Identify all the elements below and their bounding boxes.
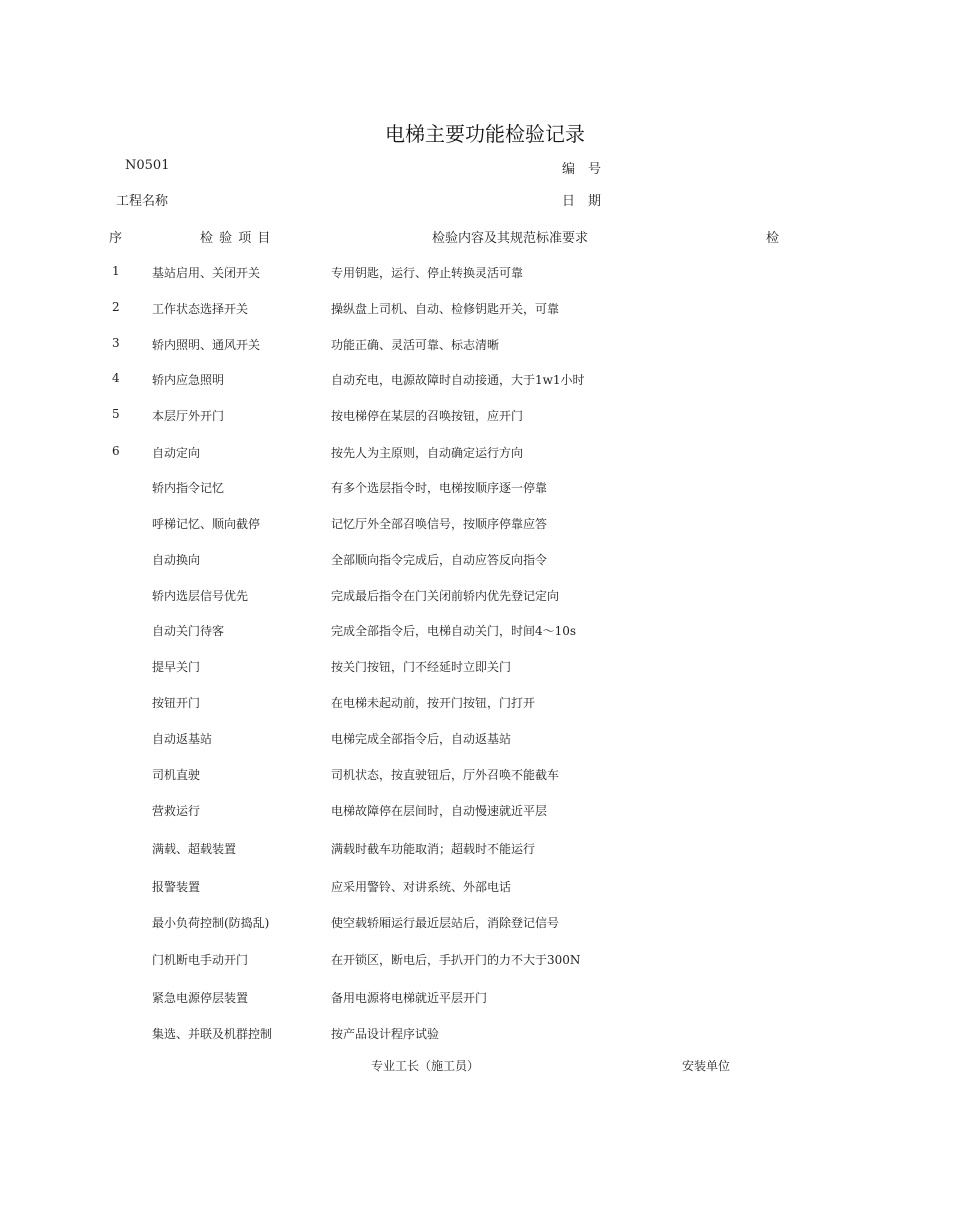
table-row	[0, 694, 950, 714]
inspection-item: 轿内照明、通风开关	[152, 338, 261, 352]
inspection-item: 营救运行	[152, 804, 201, 818]
table-row	[0, 444, 950, 464]
inspection-item: 工作状态选择开关	[152, 302, 249, 316]
header-requirement: 检验内容及其规范标准要求	[432, 231, 589, 246]
inspection-item: 满载、超载装置	[152, 842, 237, 856]
requirement-text: 按先人为主原则，自动确定运行方向	[331, 446, 524, 460]
table-row	[0, 300, 950, 320]
table-row	[0, 264, 950, 284]
table-row	[0, 989, 950, 1009]
table-row	[0, 658, 950, 678]
requirement-text: 全部顺向指令完成后，自动应答反向指令	[331, 553, 548, 567]
inspection-item: 紧急电源停层装置	[152, 991, 249, 1005]
table-row	[0, 407, 950, 427]
table-row	[0, 622, 950, 642]
table-row	[0, 371, 950, 391]
inspection-item: 按钮开门	[152, 696, 201, 710]
date-label: 日 期	[562, 194, 602, 209]
inspection-item: 最小负荷控制(防捣乱)	[152, 916, 270, 930]
inspection-item: 轿内指令记忆	[152, 481, 225, 495]
requirement-text: 使空载轿厢运行最近层站后，消除登记信号	[331, 916, 560, 930]
inspection-item: 司机直驶	[152, 768, 201, 782]
table-row	[0, 802, 950, 822]
inspection-item: 自动关门待客	[152, 624, 225, 638]
row-number: 1	[112, 264, 120, 278]
inspection-item: 自动返基站	[152, 732, 213, 746]
requirement-text: 有多个选层指令时，电梯按顺序逐一停靠	[331, 481, 548, 495]
requirement-text: 专用钥匙，运行、停止转换灵活可靠	[331, 266, 524, 280]
header-result-cut: 检	[766, 231, 780, 246]
row-number: 4	[112, 371, 120, 385]
inspection-item: 轿内应急照明	[152, 373, 225, 387]
requirement-text: 在开锁区，断电后，手扒开门的力不大于300N	[331, 953, 581, 967]
requirement-text: 完成全部指令后，电梯自动关门，时间4～10s	[331, 624, 577, 638]
requirement-text: 应采用警铃、对讲系统、外部电话	[331, 880, 512, 894]
requirement-text: 功能正确、灵活可靠、标志清晰	[331, 338, 500, 352]
requirement-text: 操纵盘上司机、自动、检修钥匙开关，可靠	[331, 302, 560, 316]
row-number: 2	[112, 300, 120, 314]
table-row	[0, 1025, 950, 1045]
installer-label: 安装单位	[682, 1059, 731, 1073]
inspection-item: 自动换向	[152, 553, 201, 567]
table-row	[0, 515, 950, 535]
requirement-text: 按产品设计程序试验	[331, 1027, 440, 1041]
inspection-item: 基站启用、关闭开关	[152, 266, 261, 280]
header-seq: 序	[109, 231, 123, 246]
requirement-text: 电梯故障停在层间时，自动慢速就近平层	[331, 804, 548, 818]
form-code: N0501	[125, 158, 170, 173]
table-row	[0, 479, 950, 499]
requirement-text: 在电梯未起动前，按开门按钮，门打开	[331, 696, 536, 710]
requirement-text: 按电梯停在某层的召唤按钮，应开门	[331, 409, 524, 423]
inspection-item: 自动定向	[152, 446, 201, 460]
table-row	[0, 951, 950, 971]
number-label: 编 号	[562, 162, 602, 177]
requirement-text: 满载时截车功能取消；超载时不能运行	[331, 842, 536, 856]
table-row	[0, 766, 950, 786]
inspection-item: 轿内选层信号优先	[152, 589, 249, 603]
row-number: 6	[112, 444, 120, 458]
row-number: 3	[112, 336, 120, 350]
inspection-item: 呼梯记忆、顺向截停	[152, 517, 261, 531]
table-row	[0, 336, 950, 356]
project-name-label: 工程名称	[116, 194, 169, 209]
requirement-text: 记忆厅外全部召唤信号，按顺序停靠应答	[331, 517, 548, 531]
table-row	[0, 551, 950, 571]
inspection-item: 报警装置	[152, 880, 201, 894]
document-title: 电梯主要功能检验记录	[385, 122, 585, 146]
foreman-label: 专业工长（施工员）	[371, 1059, 480, 1073]
inspection-item: 提早关门	[152, 660, 201, 674]
requirement-text: 自动充电，电源故障时自动接通，大于1w1小时	[331, 373, 585, 387]
requirement-text: 备用电源将电梯就近平层开门	[331, 991, 488, 1005]
inspection-item: 本层厅外开门	[152, 409, 225, 423]
row-number: 5	[112, 407, 120, 421]
table-row	[0, 840, 950, 860]
inspection-item: 集选、并联及机群控制	[152, 1027, 273, 1041]
requirement-text: 完成最后指令在门关闭前轿内优先登记定向	[331, 589, 560, 603]
requirement-text: 司机状态，按直驶钮后，厅外召唤不能截车	[331, 768, 560, 782]
requirement-text: 按关门按钮，门不经延时立即关门	[331, 660, 512, 674]
table-row	[0, 878, 950, 898]
inspection-item: 门机断电手动开门	[152, 953, 249, 967]
table-row	[0, 914, 950, 934]
requirement-text: 电梯完成全部指令后，自动返基站	[331, 732, 512, 746]
table-row	[0, 730, 950, 750]
header-item: 检 验 项 目	[200, 231, 272, 246]
table-row	[0, 587, 950, 607]
